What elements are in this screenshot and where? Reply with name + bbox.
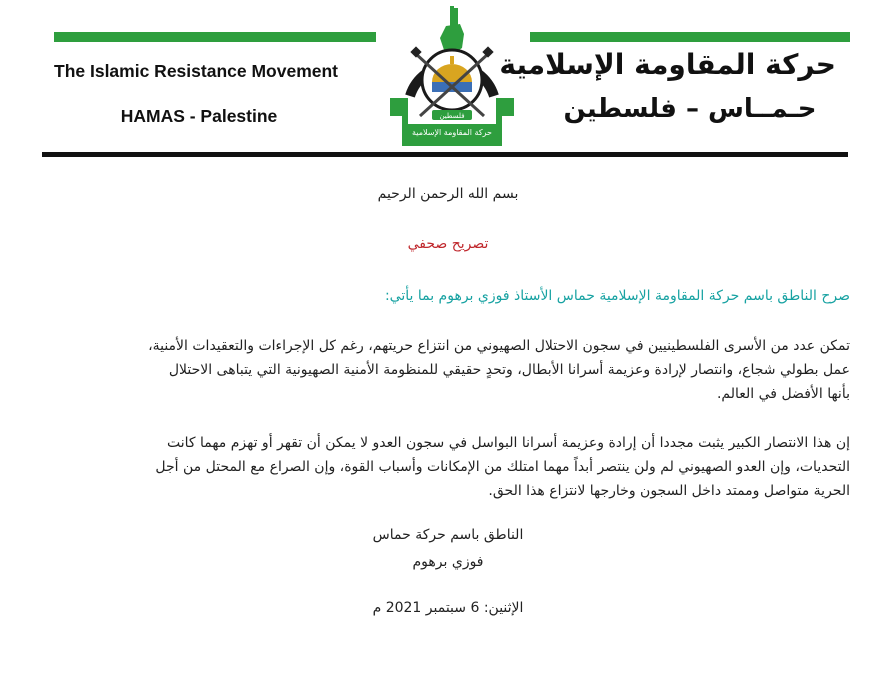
paragraph-2-line-1: إن هذا الانتصار الكبير يثبت مجددا أن إرادة وعزيمة أسرانا البواسل في سجون العدو لا يمكن أن تقهر أو تهزم مهما كانت: [166, 435, 850, 451]
emblem-banner-top: فلسطين: [439, 112, 465, 120]
paragraph-1-line-2: عمل بطولي شجاع، وانتصار لإرادة وعزيمة أسرانا الأبطال، وتحدٍ حقيقي للمنظومة الأمنية الصهيونية التي يتباهى الاحتلال: [168, 362, 850, 378]
signature-name: فوزي برهوم: [412, 554, 484, 570]
hamas-emblem-icon: [386, 4, 518, 152]
basmala: بسم الله الرحمن الرحيم: [377, 186, 519, 202]
paragraph-2-line-2: التحديات، وإن العدو الصهيوني لم ولن ينتصر أبداً مهما امتلك من الإمكانات وأسباب القوة، وإن الصراع مع المحتل من أجل: [155, 459, 850, 475]
header-green-bar-left: [54, 32, 376, 42]
paragraph-2-line-3: الحرية متواصل وممتد داخل السجون وخارجها لانتزاع هذا الحق.: [488, 483, 850, 499]
paragraph-1: [30, 334, 850, 406]
english-title: The Islamic Resistance Movement: [54, 61, 338, 81]
statement-date: الإثنين: 6 سبتمبر 2021 م: [372, 600, 524, 616]
paragraph-1-line-3: بأنها الأفضل في العالم.: [716, 386, 850, 402]
arabic-title: حركة المقاومة الإسلامية: [499, 48, 836, 81]
paragraph-1-line-1: تمكن عدد من الأسرى الفلسطينيين في سجون الاحتلال الصهيوني من انتزاع حريتهم، رغم كل الإجراءات والتعقيدات الأمنية،: [148, 338, 850, 354]
arabic-subtitle: حـمــاس – فلسطين: [563, 94, 817, 124]
paragraph-2: [30, 431, 850, 503]
intro-line: صرح الناطق باسم حركة المقاومة الإسلامية حماس الأستاذ فوزي برهوم بما يأتي:: [384, 288, 850, 304]
signature-title: الناطق باسم حركة حماس: [372, 527, 524, 543]
header-green-bar-right: [530, 32, 850, 42]
emblem-banner-bottom: حركة المقاومة الإسلامية: [412, 128, 492, 137]
english-subtitle: HAMAS - Palestine: [120, 106, 278, 126]
header-black-rule: [42, 152, 848, 157]
document-type-heading: تصريح صحفي: [407, 236, 489, 252]
